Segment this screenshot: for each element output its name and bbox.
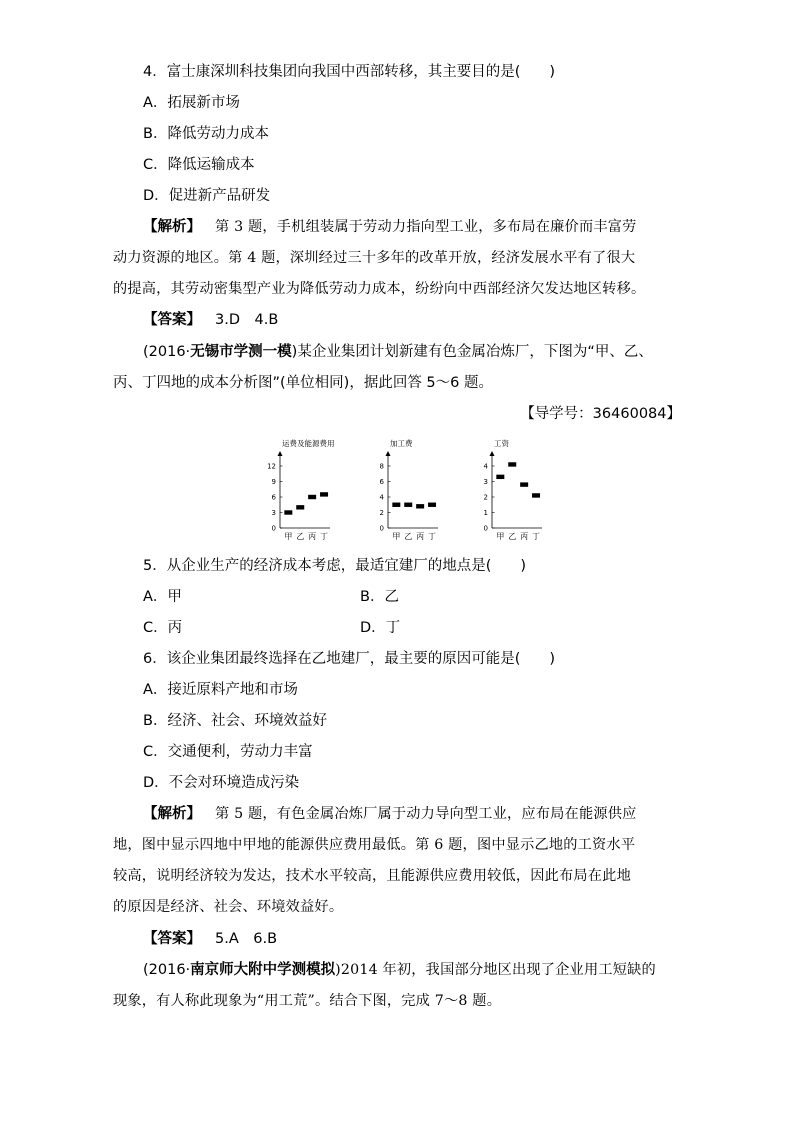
x-tick-label: 丙 (308, 532, 317, 541)
y-tick-label: 2 (483, 493, 488, 502)
analysis-2-line-1: 第 5 题，有色金属冶炼厂属于动力导向型工业，应布局在能源供应 (215, 806, 637, 822)
y-axis-arrow (386, 451, 391, 456)
y-tick-label: 6 (379, 478, 384, 486)
intro-3-source-prefix: (2016· (143, 962, 191, 978)
answer-1-tag: 【答案】 (143, 312, 201, 328)
y-tick-label: 0 (379, 524, 384, 533)
y-tick-label: 4 (379, 493, 384, 502)
question-5-option-d: D．丁 (360, 620, 401, 636)
data-point (416, 504, 424, 508)
data-point (508, 462, 516, 466)
chart-1 (267, 438, 334, 541)
intro-3-rest: )2014 年初，我国部分地区出现了企业用工短缺的 (335, 962, 656, 978)
answer-2-text: 5.A 6.B (215, 931, 278, 947)
analysis-1-first-line (143, 217, 637, 237)
data-point (392, 503, 400, 507)
intro-2-rest: )某企业集团计划新建有色金属冶炼厂，下图为“甲、乙、 (291, 344, 653, 360)
x-tick-label: 乙 (296, 532, 305, 541)
question-6-option-b: B．经济、社会、环境效益好 (143, 713, 327, 729)
analysis-2-first-line (143, 804, 637, 824)
data-point (532, 493, 540, 497)
analysis-1-tag: 【解析】 (143, 219, 201, 235)
data-point (308, 495, 316, 499)
chart-2 (380, 438, 438, 541)
x-tick-label: 甲 (496, 532, 505, 541)
data-point (284, 510, 292, 514)
question-4-option-d: D．促进新产品研发 (143, 188, 271, 204)
x-tick-label: 丙 (416, 532, 425, 541)
chart-title: 工资 (494, 439, 509, 448)
y-tick-label: 6 (271, 493, 276, 502)
analysis-2-line-3: 较高，说明经济较为发达，技术水平较高，且能源供应费用较低，因此布局在此地 (113, 868, 631, 884)
question-4-option-a: A．拓展新市场 (143, 95, 240, 111)
y-axis-arrow (278, 451, 283, 456)
cost-analysis-charts (250, 432, 550, 550)
x-tick-label: 丁 (320, 532, 329, 541)
question-5-stem: 5．从企业生产的经济成本考虑，最适宜建厂的地点是( ) (143, 558, 527, 574)
x-tick-label: 丁 (532, 532, 541, 541)
x-tick-label: 丙 (520, 532, 529, 541)
analysis-1-line-2: 动力资源的地区。第 4 题，深圳经过三十多年的改革开放，经济发展水平有了很大 (113, 250, 636, 266)
question-5-option-a: A．甲 (143, 589, 182, 605)
y-tick-label: 3 (271, 509, 276, 517)
intro-2-source-prefix: (2016· (143, 344, 191, 360)
analysis-1-line-1: 第 3 题，手机组装属于劳动力指向型工业，多布局在廉价而丰富劳 (215, 219, 637, 235)
x-tick-label: 甲 (392, 532, 401, 541)
analysis-1-line-3: 的提高，其劳动密集型产业为降低劳动力成本，纷纷向中西部经济欠发达地区转移。 (113, 281, 646, 297)
data-point (496, 475, 504, 479)
y-tick-label: 0 (271, 524, 276, 533)
answer-1 (143, 310, 278, 330)
analysis-2-line-2: 地，图中显示四地中甲地的能源供应费用最低。第 6 题，图中显示乙地的工资水平 (113, 837, 636, 853)
data-point (428, 503, 436, 507)
intro-3-line-2: 现象，有人称此现象为“用工荒”。结合下图，完成 7～8 题。 (113, 993, 502, 1009)
chart-title: 加工费 (390, 439, 413, 448)
question-4-stem: 4．富士康深圳科技集团向我国中西部转移，其主要目的是( ) (143, 64, 556, 80)
intro-2-line-1 (143, 342, 653, 362)
answer-2 (143, 929, 277, 949)
analysis-2-line-4: 的原因是经济、社会、环境效益好。 (113, 899, 344, 915)
data-point (520, 482, 528, 486)
chart-title: 运费及能源费用 (282, 439, 335, 448)
answer-2-tag: 【答案】 (143, 931, 201, 947)
intro-2-line-2: 丙、丁四地的成本分析图”(单位相同)，据此回答 5～6 题。 (113, 375, 493, 391)
x-tick-label: 乙 (404, 532, 413, 541)
intro-2-source: 无锡市学测一模 (190, 344, 292, 360)
data-point (320, 492, 328, 496)
y-tick-label: 9 (271, 478, 276, 486)
data-point (404, 503, 412, 507)
guide-number: 【导学号：36460084】 (520, 406, 681, 422)
x-tick-label: 乙 (508, 532, 517, 541)
y-axis-arrow (490, 451, 495, 456)
x-tick-label: 丁 (428, 532, 437, 541)
y-tick-label: 4 (483, 462, 488, 471)
intro-3-line-1 (143, 960, 656, 980)
y-tick-label: 12 (267, 462, 276, 471)
question-6-option-c: C．交通便利，劳动力丰富 (143, 744, 313, 760)
question-6-stem: 6．该企业集团最终选择在乙地建厂，最主要的原因可能是( ) (143, 651, 556, 667)
x-tick-label: 甲 (284, 532, 293, 541)
analysis-2-tag: 【解析】 (143, 806, 201, 822)
question-6-option-d: D．不会对环境造成污染 (143, 775, 300, 791)
data-point (296, 505, 304, 509)
y-tick-label: 2 (379, 509, 384, 517)
intro-3-source: 南京师大附中学测模拟 (190, 962, 336, 978)
y-tick-label: 0 (483, 524, 488, 533)
question-5-option-b: B．乙 (360, 589, 399, 605)
y-tick-label: 8 (379, 462, 384, 471)
question-6-option-a: A．接近原料产地和市场 (143, 682, 298, 698)
y-tick-label: 1 (483, 509, 488, 517)
answer-1-text: 3.D 4.B (215, 312, 279, 328)
question-4-option-b: B．降低劳动力成本 (143, 126, 269, 142)
question-4-option-c: C．降低运输成本 (143, 157, 255, 173)
question-5-option-c: C．丙 (143, 620, 183, 636)
chart-3 (484, 438, 542, 541)
y-tick-label: 3 (483, 478, 488, 486)
